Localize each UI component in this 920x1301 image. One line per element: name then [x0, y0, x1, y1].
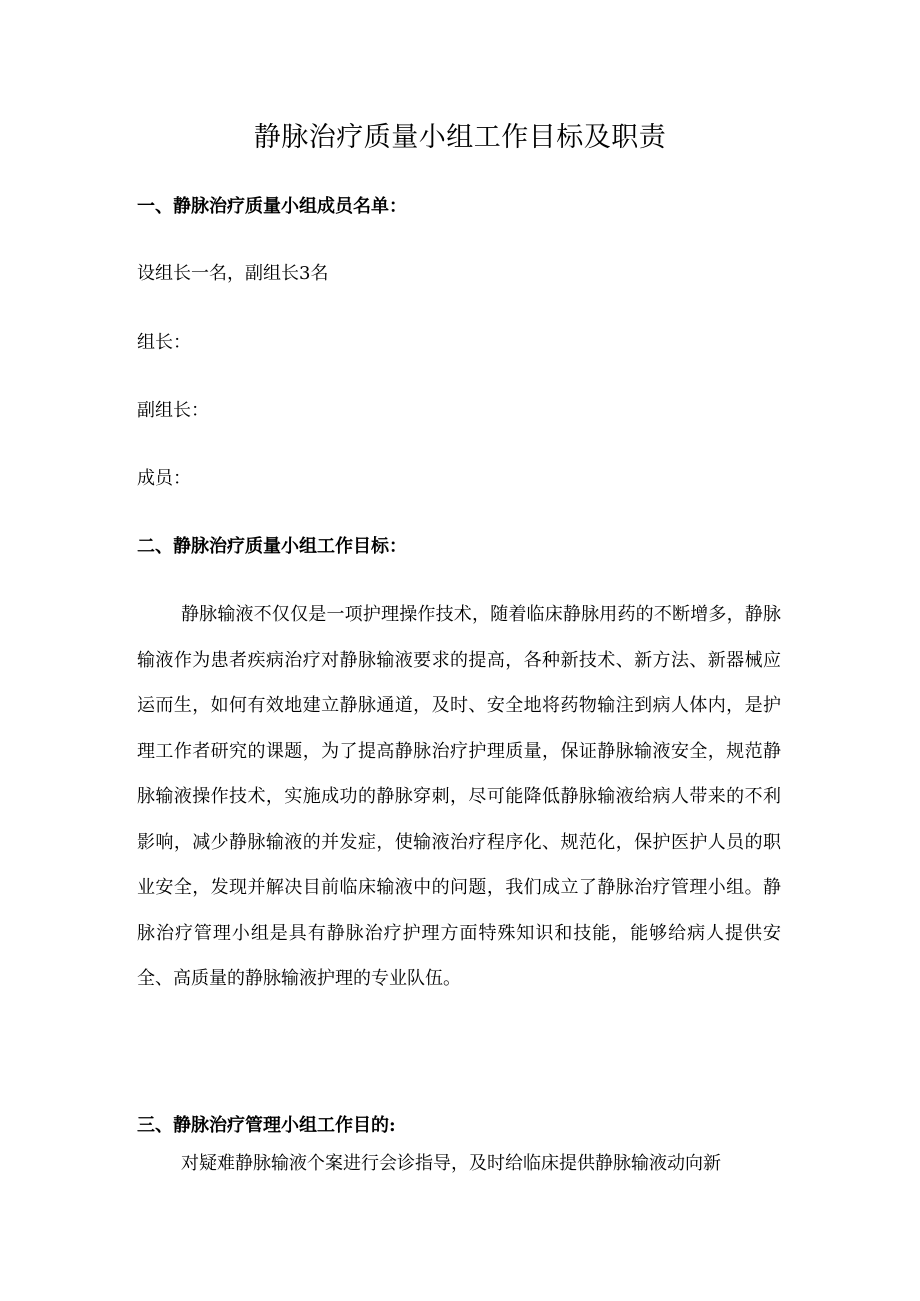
document-title: 静脉治疗质量小组工作目标及职责: [253, 122, 667, 153]
member-count-line: 设组长一名，副组长3名: [137, 263, 329, 284]
leader-line: 组长：: [137, 332, 191, 353]
work-purpose-paragraph: 对疑难静脉输液个案进行会诊指导，及时给临床提供静脉输液动向新: [181, 1153, 721, 1174]
work-goals-paragraph: 静脉输液不仅仅是一项护理操作技术，随着临床静脉用药的不断增多，静脉输液作为患者疾病治疗对静脉输液要求的提高，各种新技术、新方法、新器械应运而生，如何有效地建立静脉通道，及时、安全地将药物输注到病人体内，是护理工作者研究的课题，为了提高静脉治疗护理质量，保证静脉输液安全，规范静脉输液操作技术，实施成功的静脉穿刺，尽可能降低静脉输液给病人带来的不利影响，减少静脉输液的并发症，使输液治疗程序化、规范化，保护医护人员的职业安全，发现并解决目前临床输液中的问题，我们成立了静脉治疗管理小组。静脉治疗管理小组是具有静脉治疗护理方面特殊知识和技能，能够给病人提供安全、高质量的静脉输液护理的专业队伍。: [137, 604, 781, 989]
members-line: 成员：: [137, 468, 191, 489]
deputy-leader-line: 副组长：: [137, 400, 209, 421]
section-heading-work-purpose: 三、静脉治疗管理小组工作目的:: [137, 1115, 396, 1136]
section-heading-member-list: 一、静脉治疗质量小组成员名单：: [137, 196, 407, 217]
section-heading-work-goals: 二、静脉治疗质量小组工作目标：: [137, 536, 407, 557]
